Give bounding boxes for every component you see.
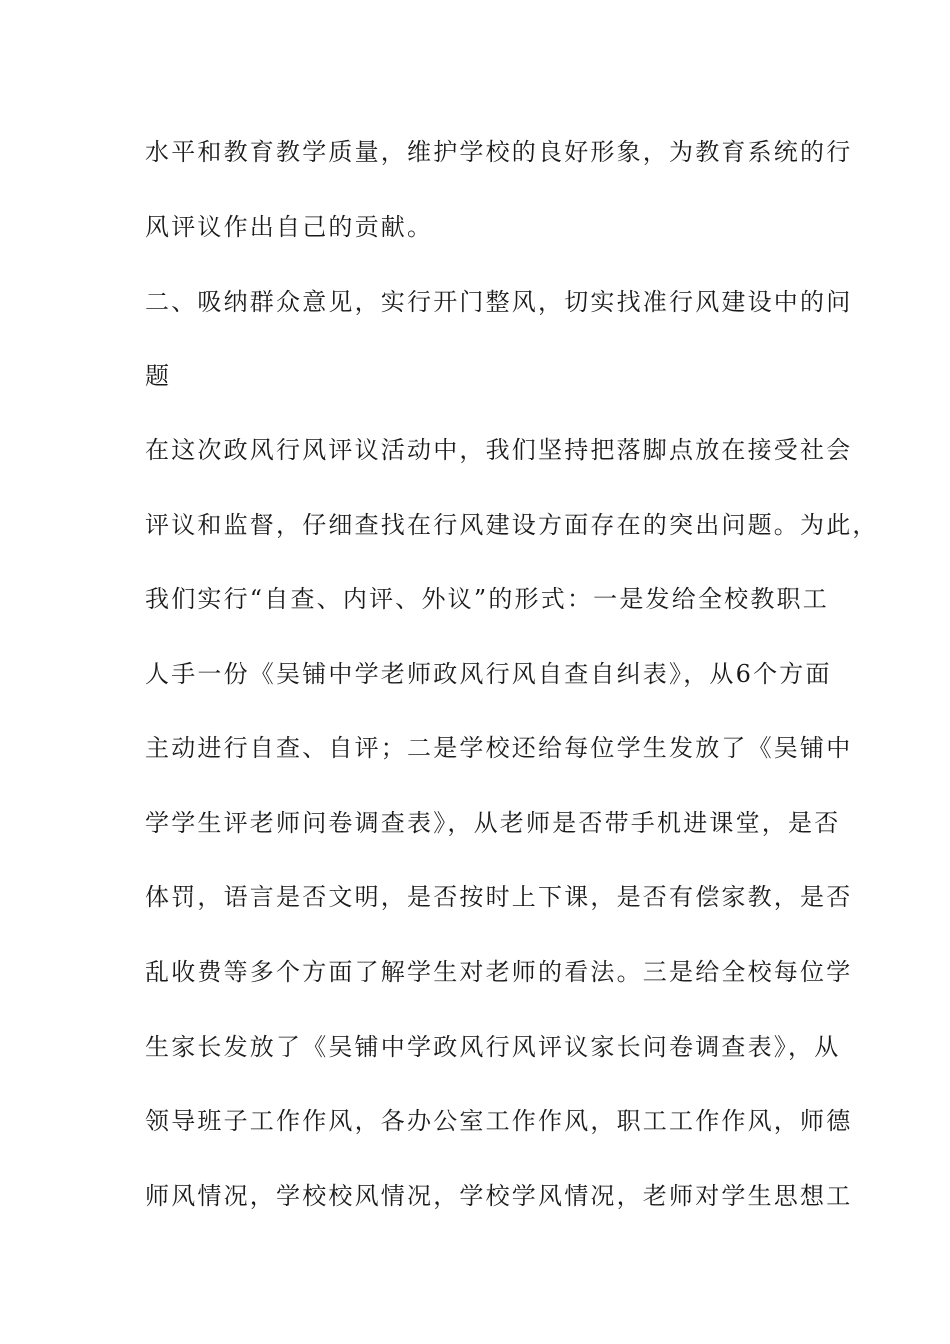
text-line-1: 水平和教育教学质量，维护学校的良好形象，为教育系统的行 [145, 138, 853, 166]
text-line-14: 领导班子工作作风，各办公室工作作风，职工工作作风，师德 [145, 1107, 853, 1135]
text-line-6: 评议和监督，仔细查找在行风建设方面存在的突出问题。为此， [145, 511, 879, 539]
section-heading-line-1: 二、吸纳群众意见，实行开门整风，切实找准行风建设中的问 [145, 288, 853, 316]
text-line-8: 人手一份《吴铺中学老师政风行风自查自纠表》，从6个方面 [145, 660, 832, 688]
text-line-12: 乱收费等多个方面了解学生对老师的看法。三是给全校每位学 [145, 958, 853, 986]
text-line-11: 体罚，语言是否文明，是否按时上下课，是否有偿家教，是否 [145, 883, 853, 911]
text-line-9: 主动进行自查、自评；二是学校还给每位学生发放了《吴铺中 [145, 734, 853, 762]
text-line-2: 风评议作出自己的贡献。 [145, 213, 434, 241]
text-line-10: 学学生评老师问卷调查表》，从老师是否带手机进课堂，是否 [145, 809, 841, 837]
text-line-7: 我们实行“自查、内评、外议”的形式：一是发给全校教职工 [145, 585, 829, 613]
text-line-15: 师风情况，学校校风情况，学校学风情况，老师对学生思想工 [145, 1182, 853, 1210]
section-heading-line-2: 题 [145, 362, 172, 390]
text-line-13: 生家长发放了《吴铺中学政风行风评议家长问卷调查表》，从 [145, 1033, 841, 1061]
text-line-5: 在这次政风行风评议活动中，我们坚持把落脚点放在接受社会 [145, 436, 853, 464]
